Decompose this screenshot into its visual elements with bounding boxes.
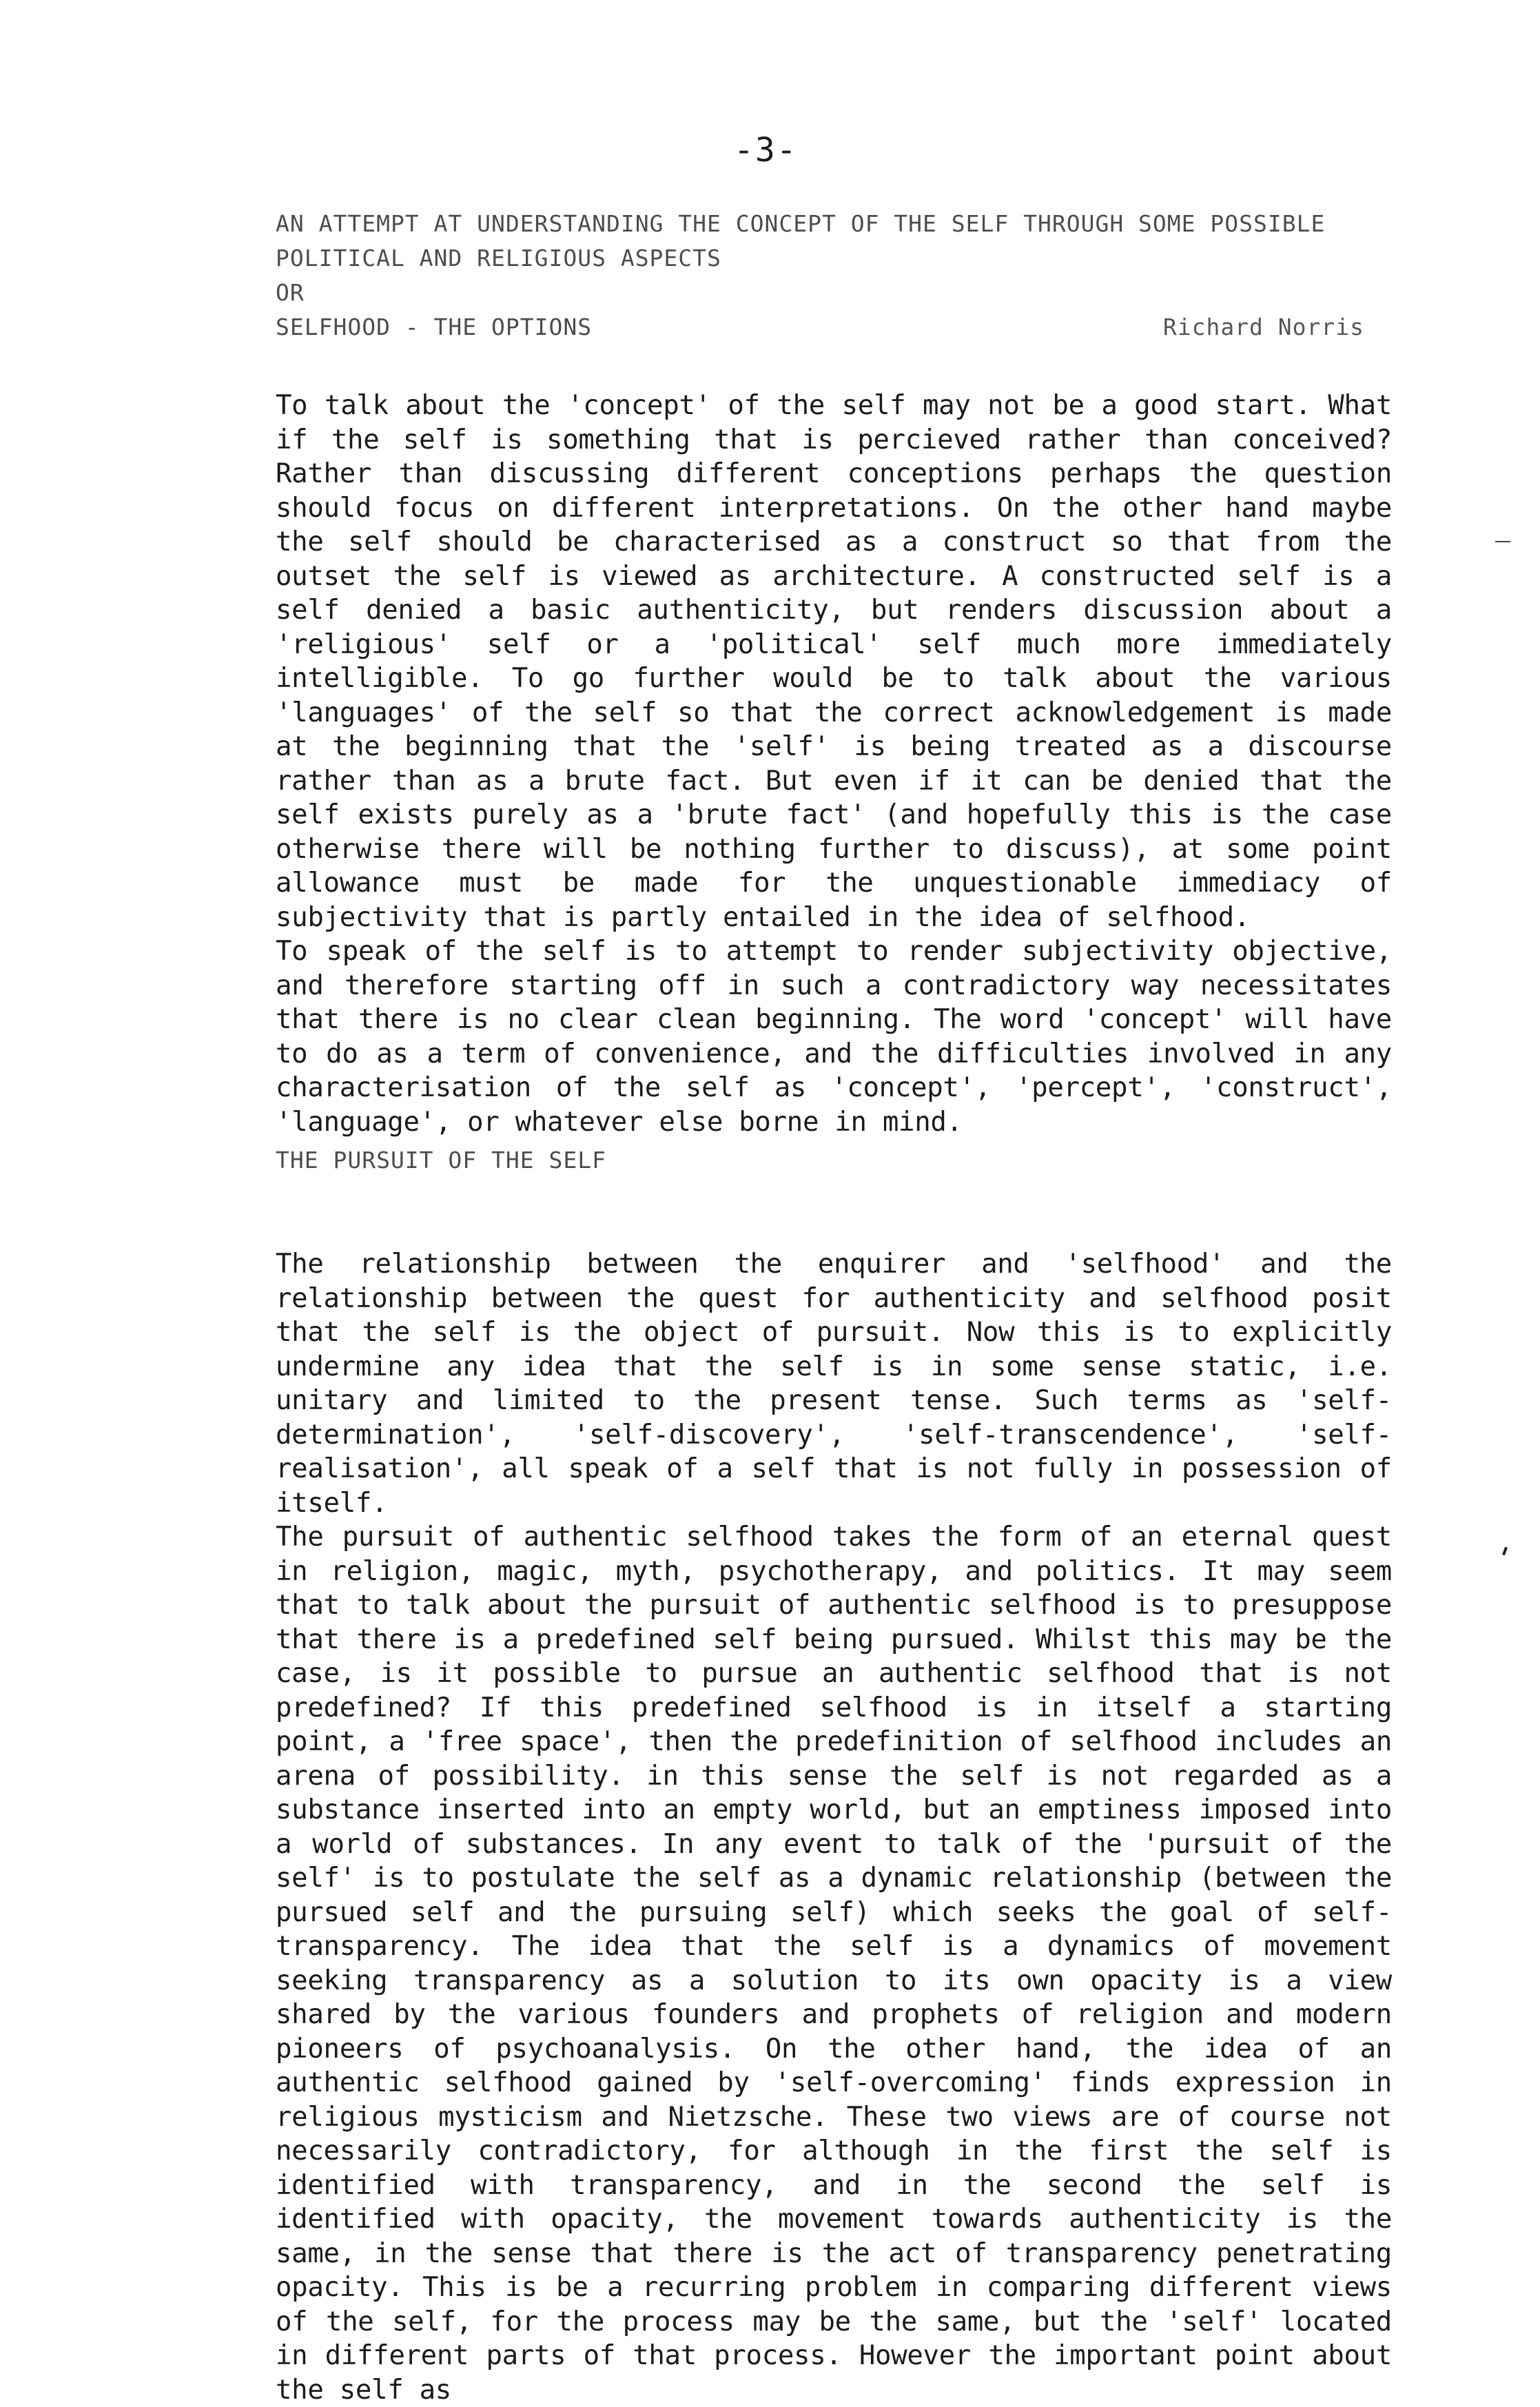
intro-paragraph-2: To speak of the self is to attempt to render subjectivity objective, and therefore starting off in such a contradictory way necessitates that there is no clear clean beginning. The word 'concept' will have to do as a term of convenience, and the difficulties involved in any characterisation of the self as 'concept', 'percept', 'construct', 'language', or whatever else borne in mind. — [276, 936, 1392, 1138]
author-name: Richard Norris — [1162, 314, 1364, 340]
pursuit-section — [276, 1247, 1392, 2407]
intro-section — [276, 389, 1392, 1139]
pursuit-paragraph-1: The relationship between the enquirer and 'selfhood' and the relationship between the quest for authenticity and selfhood posit that the self is the object of pursuit. Now this is to explicitly undermine any idea that the self is in some sense static, i.e. unitary and limited to the present tense. Such terms as 'self-determination', 'self-discovery', 'self-transcendence', 'self-realisation', all speak of a self that is not fully in possession of itself. — [276, 1249, 1392, 1519]
margin-tick-mark — [1502, 1547, 1508, 1556]
pursuit-paragraph-2: The pursuit of authentic selfhood takes the form of an eternal quest in religion, magic, myth, psychotherapy, and politics. It may seem that to talk about the pursuit of authentic selfhood is to presuppose that there is a predefined self being pursued. Whilst this may be the case, is it possible to pursue an authentic selfhood that is not predefined? If this predefined selfhood is in itself a starting point, a 'free space', then the predefinition of selfhood includes an arena of possibility. in this sense the self is not regarded as a substance inserted into an empty world, but an emptiness imposed into a world of substances. In any event to talk of the 'pursuit of the self' is to postulate the self as a dynamic relationship (between the pursued self and the pursuing self) which seeks the goal of self-transparency. The idea that the self is a dynamics of movement seeking transparency as a solution to its own opacity is a view shared by the various founders and prophets of religion and modern pioneers of psychoanalysis. On the other hand, the idea of an authentic selfhood gained by 'self-overcoming' finds expression in religious mysticism and Nietzsche. These two views are of course not necessarily contradictory, for although in the first the self is identified with transparency, and in the second the self is identified with opacity, the movement towards authenticity is the same, in the sense that there is the act of transparency penetrating opacity. This is be a recurring problem in comparing different views of the self, for the process may be the same, but the 'self' located in different parts of that process. However the important point about the self as — [276, 1522, 1392, 2406]
page-number: -3- — [734, 131, 798, 170]
essay-title-line-2: POLITICAL AND RELIGIOUS ASPECTS — [276, 245, 721, 272]
margin-dash-mark — [1495, 541, 1510, 542]
essay-title-line-3: OR — [276, 279, 305, 306]
essay-title-line-1: AN ATTEMPT AT UNDERSTANDING THE CONCEPT OF THE SELF THROUGH SOME POSSIBLE — [276, 210, 1326, 237]
essay-subtitle-row — [276, 310, 1378, 345]
section-heading-pursuit: THE PURSUIT OF THE SELF — [276, 1147, 606, 1174]
essay-title-block — [276, 207, 1378, 345]
intro-paragraph-1: To talk about the 'concept' of the self may not be a good start. What if the self is something that is percieved rather than conceived? Rather than discussing different conceptions perhaps the question should focus on different interpretations. On the other hand maybe the self should be characterised as a construct so that from the outset the self is viewed as architecture. A constructed self is a self denied a basic authenticity, but renders discussion about a 'religious' self or a 'political' self much more immediately intelligible. To go further would be to talk about the various 'languages' of the self so that the correct acknowledgement is made at the beginning that the 'self' is being treated as a discourse rather than as a brute fact. But even if it can be denied that the self exists purely as a 'brute fact' (and hopefully this is the case otherwise there will be nothing further to discuss), at some point allowance must be made for the unquestionable immediacy of subjectivity that is partly entailed in the idea of selfhood. — [276, 390, 1392, 933]
essay-subtitle: SELFHOOD - THE OPTIONS — [276, 314, 593, 340]
